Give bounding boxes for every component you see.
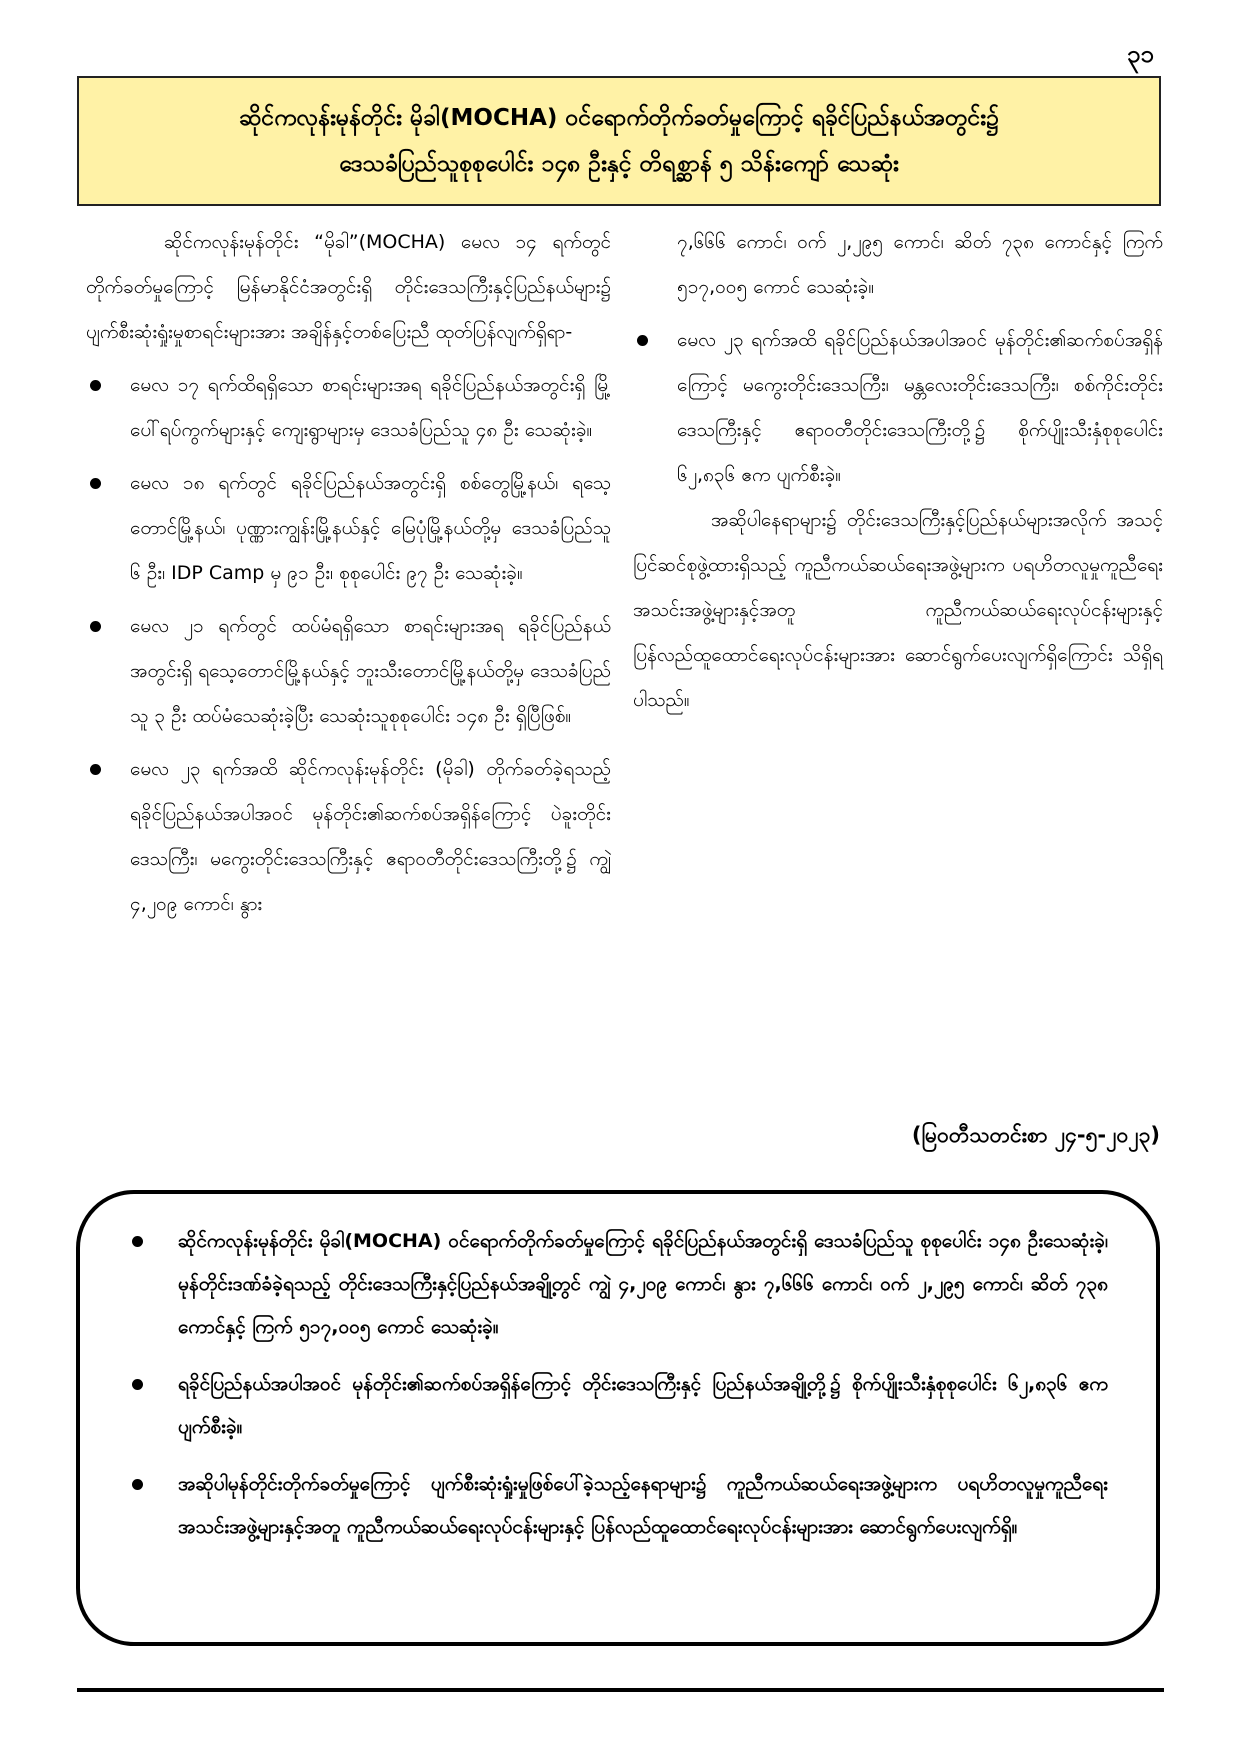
bullet-dot-icon [90, 478, 101, 489]
continuation-paragraph: ၇,၆၆၆ ကောင်၊ ဝက် ၂,၂၉၅ ကောင်၊ ဆိတ် ၇၃၈ ကောင်နှင့် ကြက် ၅၁၇,၀၀၅ ကောင် သေဆုံးခဲ့။ [677, 231, 1163, 298]
list-item [86, 604, 611, 739]
summary-item-text: အဆိုပါမုန်တိုင်းတိုက်ခတ်မှုကြောင့် ပျက်စီးဆုံးရှုံးမှုဖြစ်ပေါ်ခဲ့သည့်နေရာများ၌ ကူညီကယ်ဆယ်ရေးအဖွဲ့များက ပရဟိတလူမှုကူညီရေးအသင်းအဖွဲ့များနှင့်အတူ ကူညီကယ်ဆယ်ရေးလုပ်ငန်းများနှင့် ပြန်လည်ထူထောင်ရေးလုပ်ငန်းများအား ဆောင်ရွက်ပေးလျက်ရှိ။ [178, 1473, 1108, 1538]
source-citation: (မြဝတီသတင်းစာ ၂၄-၅-၂၀၂၃) [911, 1123, 1160, 1147]
list-item-text: မေလ ၁၇ ရက်ထိရရှိသော စာရင်းများအရ ရခိုင်ပြည်နယ်အတွင်းရှိ မြို့ပေါ်ရပ်ကွက်များနှင့် ကျေးရွာများမှ ဒေသခံပြည်သူ ၄၈ ဦး သေဆုံးခဲ့။ [130, 374, 611, 441]
page-number: ၃၁ [1127, 40, 1154, 68]
title-line-1: ဆိုင်ကလုန်းမုန်တိုင်း မိုခါ(MOCHA) ဝင်ရောက်တိုက်ခတ်မှုကြောင့် ရခိုင်ပြည်နယ်အတွင်း၌ [239, 105, 999, 131]
title-banner [77, 76, 1161, 206]
list-item [86, 363, 611, 453]
list-item [86, 461, 611, 596]
summary-item-text: ရခိုင်ပြည်နယ်အပါအဝင် မုန်တိုင်း၏ဆက်စပ်အရှိန်ကြောင့် တိုင်းဒေသကြီးနှင့် ပြည်နယ်အချို့တို့၌ စိုက်ပျိုးသီးနှံစုစုပေါင်း ၆၂,၈၃၆ ဧက ပျက်စီးခဲ့။ [178, 1373, 1108, 1438]
summary-item [128, 1220, 1108, 1349]
list-item-text: မေလ ၂၁ ရက်တွင် ထပ်မံရရှိသော စာရင်းများအရ ရခိုင်ပြည်နယ်အတွင်းရှိ ရသေ့တောင်မြို့နယ်နှင့် ဘူးသီးတောင်မြို့နယ်တို့မှ ဒေသခံပြည်သူ ၃ ဦး ထပ်မံသေဆုံးခဲ့ပြီး သေဆုံးသူစုစုပေါင်း ၁၄၈ ဦး ရှိပြီဖြစ်။ [130, 615, 611, 727]
list-item-text: မေလ ၂၃ ရက်အထိ ရခိုင်ပြည်နယ်အပါအဝင် မုန်တိုင်း၏ဆက်စပ်အရှိန်ကြောင့် မကွေးတိုင်းဒေသကြီး၊ မန္တလေးတိုင်းဒေသကြီး၊ စစ်ကိုင်းတိုင်းဒေသကြီးနှင့် ဧရာဝတီတိုင်းဒေသကြီးတို့၌ စိုက်ပျိုးသီးနှံစုစုပေါင်း ၆၂,၈၃၆ ဧက ပျက်စီးခဲ့။ [677, 329, 1163, 486]
summary-item [128, 1363, 1108, 1449]
bullet-dot-icon [90, 380, 101, 391]
closing-paragraph: အဆိုပါနေရာများ၌ တိုင်းဒေသကြီးနှင့်ပြည်နယ်များအလိုက် အသင့်ပြင်ဆင်စုဖွဲ့ထားရှိသည့် ကူညီကယ်ဆယ်ရေးအဖွဲ့များက ပရဟိတလူမှုကူညီရေးအသင်းအဖွဲ့များနှင့်အတူ ကူညီကယ်ဆယ်ရေးလုပ်ငန်းများနှင့် ပြန်လည်ထူထောင်ရေးလုပ်ငန်းများအား ဆောင်ရွက်ပေးလျက်ရှိကြောင်း သိရှိရပါသည်။ [633, 509, 1163, 711]
summary-item-text: ဆိုင်ကလုန်းမုန်တိုင်း မိုခါ(MOCHA) ဝင်ရောက်တိုက်ခတ်မှုကြောင့် ရခိုင်ပြည်နယ်အတွင်းရှိ ဒေသခံပြည်သူ စုစုပေါင်း ၁၄၈ ဦးသေဆုံးခဲ့၊ မုန်တိုင်းဒဏ်ခံခဲ့ရသည့် တိုင်းဒေသကြီးနှင့်ပြည်နယ်အချို့တွင် ကျွဲ ၄,၂၀၉ ကောင်၊ နွား ၇,၆၆၆ ကောင်၊ ဝက် ၂,၂၉၅ ကောင်၊ ဆိတ် ၇၃၈ ကောင်နှင့် ကြက် ၅၁၇,၀၀၅ ကောင် သေဆုံးခဲ့။ [178, 1230, 1108, 1338]
bullet-dot-icon [90, 621, 101, 632]
intro-paragraph: ဆိုင်ကလုန်းမုန်တိုင်း “မိုခါ”(MOCHA) မေလ ၁၄ ရက်တွင် တိုက်ခတ်မှုကြောင့် မြန်မာနိုင်ငံအတွင်းရှိ တိုင်းဒေသကြီးနှင့်ပြည်နယ်များ၌ ပျက်စီးဆုံးရှုံးမှုစာရင်းများအား အချိန်နှင့်တစ်ပြေးညီ ထုတ်ပြန်လျက်ရှိရာ- [86, 231, 611, 343]
summary-list [128, 1220, 1108, 1549]
bullet-dot-icon [132, 1479, 143, 1490]
bullet-dot-icon [637, 335, 648, 346]
list-item-text: မေလ ၁၈ ရက်တွင် ရခိုင်ပြည်နယ်အတွင်းရှိ စစ်တွေမြို့နယ်၊ ရသေ့တောင်မြို့နယ်၊ ပုဏ္ဏားကျွန်းမြို့နယ်နှင့် မြေပုံမြို့နယ်တို့မှ ဒေသခံပြည်သူ ၆ ဦး၊ IDP Camp မှ ၉၁ ဦး၊ စုစုပေါင်း ၉၇ ဦး သေဆုံးခဲ့။ [130, 472, 611, 584]
title-line-2: ဒေသခံပြည်သူစုစုပေါင်း ၁၄၈ ဦးနှင့် တိရစ္ဆာန် ၅ သိန်းကျော် သေဆုံး [339, 151, 899, 177]
list-item [633, 318, 1163, 498]
list-item [86, 747, 611, 927]
bullet-dot-icon [132, 1379, 143, 1390]
left-bullet-list [86, 363, 611, 927]
summary-item [128, 1463, 1108, 1549]
bullet-dot-icon [132, 1236, 143, 1247]
bullet-dot-icon [90, 764, 101, 775]
left-column [86, 220, 611, 927]
list-item-text: မေလ ၂၃ ရက်အထိ ဆိုင်ကလုန်းမုန်တိုင်း (မိုခါ) တိုက်ခတ်ခဲ့ရသည့် ရခိုင်ပြည်နယ်အပါအဝင် မုန်တိုင်း၏ဆက်စပ်အရှိန်ကြောင့် ပဲခူးတိုင်းဒေသကြီး၊ မကွေးတိုင်းဒေသကြီးနှင့် ဧရာဝတီတိုင်းဒေသကြီးတို့၌ ကျွဲ ၄,၂၀၉ ကောင်၊ နွား [130, 758, 611, 915]
right-bullet-list [633, 318, 1163, 498]
right-column [633, 220, 1163, 723]
footer-divider [77, 1688, 1164, 1692]
summary-box [76, 1190, 1160, 1646]
